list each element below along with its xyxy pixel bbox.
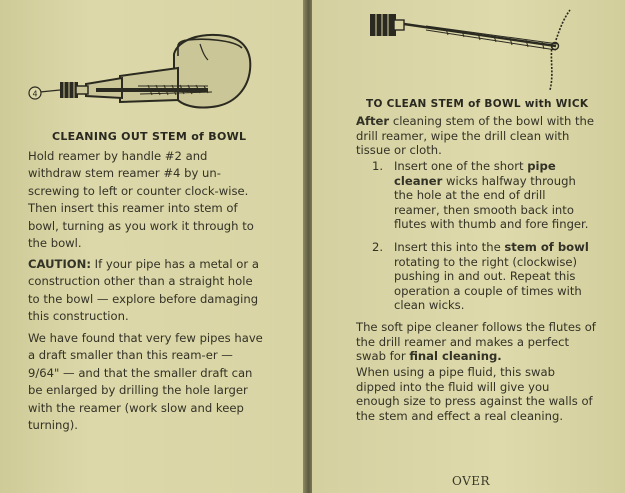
para-pipe-fluid: When using a pipe fluid, this swab dipped into the fluid will give you enough size to press against the walls of the stem and effect a real cleaning. (356, 365, 593, 423)
step-2-bold: stem of bowl (504, 239, 589, 254)
para-soft-cleaner (356, 320, 596, 364)
reamer-number-label: 4 (32, 89, 38, 99)
soft-text: The soft pipe cleaner follows the flutes of the drill reamer and makes a perfect swab for (356, 320, 596, 364)
right-intro (356, 114, 596, 158)
para-hold-reamer: Hold reamer by handle #2 and withdraw stem reamer #4 by un-screwing to left or counter clock-wise. Then insert this reamer into stem of bowl, turning as you work it through to the bowl. (28, 149, 254, 251)
right-heading: TO CLEAN STEM of BOWL with WICK (366, 98, 589, 110)
para-draft-size: We have found that very few pipes have a draft smaller than this ream-er — 9/64" — and that the smaller draft can be enlarged by drilling the hole larger with the reamer (work slow and keep turning). (28, 331, 263, 433)
caution-label: CAUTION: (28, 257, 91, 271)
footer-over: OVER (452, 474, 491, 488)
step-1-number: 1. (372, 159, 384, 173)
step-1 (372, 159, 594, 232)
wick-steps (372, 159, 594, 313)
reamer-wick-illustration (366, 4, 586, 94)
step-2-number: 2. (372, 239, 384, 254)
intro-bold: After (356, 114, 390, 128)
step-2-text-a: Insert this into the (394, 239, 505, 254)
soft-bold: final cleaning. (409, 349, 502, 364)
step-1-text-b: wicks halfway through the hole at the end of drill reamer, then smooth back into flutes with thumb and fore finger. (394, 173, 589, 232)
left-heading: CLEANING OUT STEM of BOWL (52, 130, 247, 143)
step-2-text-b: rotating to the right (clockwise) pushing in and out. Repeat this operation a couple of times with clean wicks. (394, 254, 582, 313)
caution-text: If your pipe has a metal or a construction other than a straight hole to the bowl — explore before damaging this construction. (28, 257, 259, 324)
step-2 (372, 240, 594, 313)
pipe-reamer-illustration (28, 26, 268, 122)
step-1-bold: pipe cleaner (394, 159, 556, 188)
step-1-text-a: Insert one of the short (394, 159, 528, 173)
para-caution (28, 256, 264, 326)
intro-text: cleaning stem of the bowl with the drill reamer, wipe the drill clean with tissue or cloth. (356, 114, 595, 158)
